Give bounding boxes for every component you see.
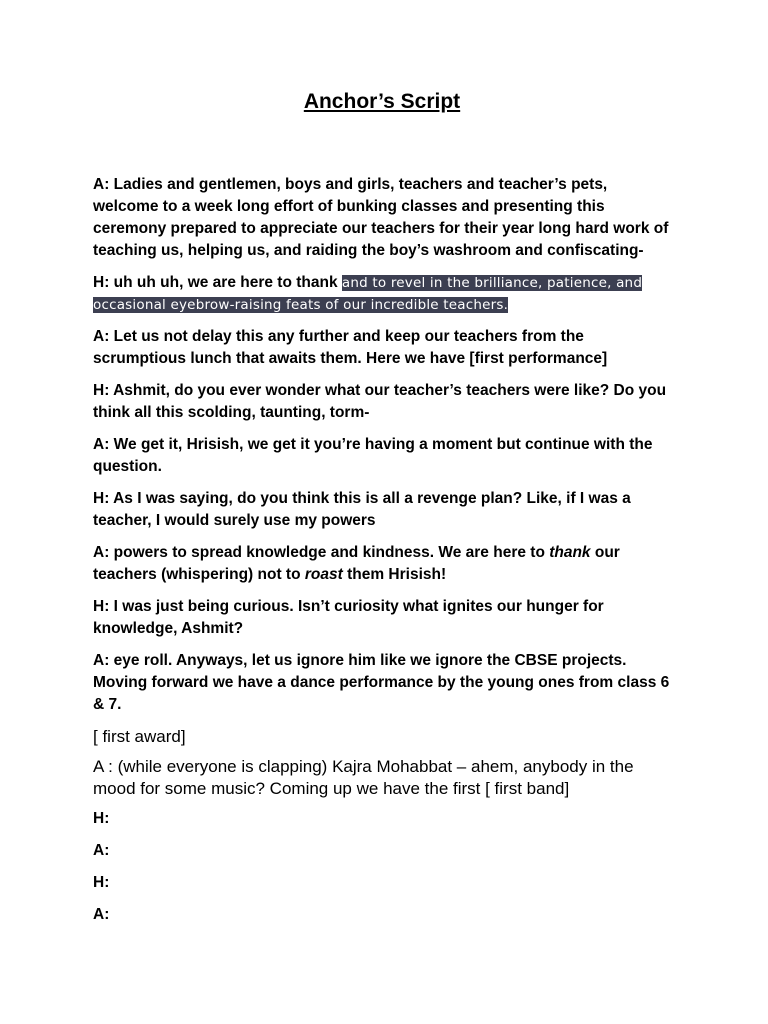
paragraph-7-text-b: our teachers (whispering) not to (93, 544, 620, 583)
speaker-line-1: H: (93, 810, 110, 827)
paragraph-2 (93, 272, 671, 316)
paragraph-6: H: As I was saying, do you think this is all a revenge plan? Like, if I was a teacher, I would surely use my powers (93, 490, 631, 529)
paragraph-9: A: eye roll. Anyways, let us ignore him like we ignore the CBSE projects. Moving forward we have a dance performance by the young ones from class 6 & 7. (93, 652, 670, 713)
highlighted-text[interactable]: and to revel in the brilliance, patience, and occasional eyebrow-raising feats of our incredible teachers. (93, 275, 643, 313)
paragraph-7 (93, 542, 671, 586)
paragraph-4: H: Ashmit, do you ever wonder what our teacher’s teachers were like? Do you think all this scolding, taunting, torm- (93, 382, 667, 421)
emphasis-roast: roast (304, 566, 343, 583)
speaker-line-4: A: (93, 906, 110, 923)
paragraph-3: A: Let us not delay this any further and keep our teachers from the scrumptious lunch that awaits them. Here we have [first performance] (93, 328, 608, 367)
paragraph-1: A: Ladies and gentlemen, boys and girls, teachers and teacher’s pets, welcome to a week long effort of bunking classes and presenting this ceremony prepared to appreciate our teachers for their year long hard work of teaching us, helping us, and raiding the boy’s washroom and confiscating- (93, 176, 669, 259)
paragraph-5: A: We get it, Hrisish, we get it you’re having a moment but continue with the question. (93, 436, 653, 475)
page-title: Anchor’s Script (303, 90, 461, 113)
paragraph-10: [ first award] (93, 727, 186, 746)
emphasis-thank: thank (549, 544, 591, 561)
paragraph-7-text-c: them Hrisish! (342, 566, 447, 583)
speaker-line-2: A: (93, 842, 110, 859)
speaker-line-3: H: (93, 874, 110, 891)
paragraph-2-text: H: uh uh uh, we are here to thank (93, 274, 342, 291)
paragraph-7-text-a: A: powers to spread knowledge and kindness. We are here to (93, 544, 550, 561)
paragraph-8: H: I was just being curious. Isn’t curiosity what ignites our hunger for knowledge, Ashmit? (93, 598, 604, 637)
document-page (93, 88, 671, 936)
paragraph-11: A : (while everyone is clapping) Kajra Mohabbat – ahem, anybody in the mood for some music? Coming up we have the first [ first band] (93, 757, 634, 798)
